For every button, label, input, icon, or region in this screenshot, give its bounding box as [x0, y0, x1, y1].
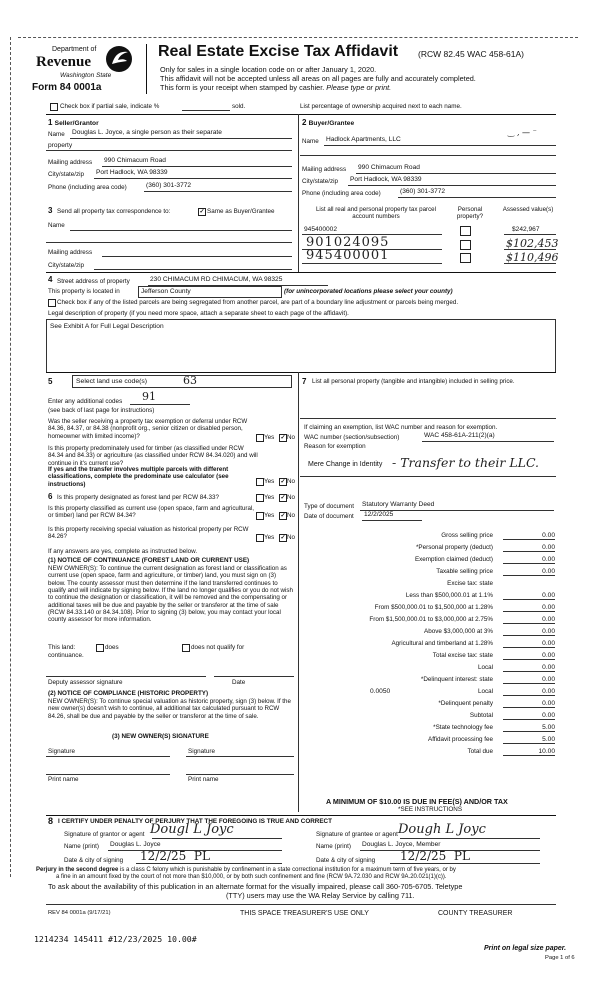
assessed-value-2[interactable]: $102,453 [506, 237, 559, 250]
instruction-3b-text: Please type or print. [326, 83, 392, 92]
tax-row-label: Excise tax: state [447, 580, 493, 587]
tax-row-label: Total excise tax: state [432, 652, 493, 659]
s4-number: 4 [48, 275, 53, 284]
instruction-1: Only for sales in a single location code on or after January 1, 2020. [160, 65, 377, 74]
tax-row [310, 724, 555, 736]
s8-grantee-date[interactable]: 12/2/25 PL [400, 849, 470, 863]
tax-row-label: Local [477, 688, 493, 695]
tax-row-value[interactable]: 0.00 [503, 592, 555, 600]
s6-notice2-title: (2) NOTICE OF COMPLIANCE (HISTORIC PROPERTY) [48, 690, 209, 697]
partial-sale-field[interactable] [182, 110, 230, 111]
tax-row-label: From $1,500,000.01 to $3,000,000 at 2.75% [369, 616, 493, 623]
ownership-note: List percentage of ownership acquired next to each name. [300, 103, 462, 110]
tax-row-value[interactable]: 10.00 [503, 748, 555, 756]
s6-q1-no: No [287, 494, 296, 501]
tax-row-label: *Personal property (deduct) [415, 544, 493, 551]
s2-phone-line [398, 197, 556, 198]
s1-phone-value[interactable]: (360) 301-3772 [146, 182, 192, 189]
grantor-signature[interactable]: Dougl L Joyc [150, 822, 234, 837]
s6-q1-yes: Yes [264, 494, 275, 501]
assessed-value-1[interactable]: $242,967 [512, 226, 540, 233]
s5-q2-no-checkbox[interactable]: ✓ [280, 479, 286, 485]
s5-q1: Was the seller receiving a property tax exemption or deferral under RCW 84.36, 84.37, or 84.38 (nonprofit org., senior citizen or disabled person, homeowner with limited income)? [48, 418, 248, 440]
s2-city-value[interactable]: Port Hadlock, WA 98339 [350, 176, 422, 183]
parcel-number-1[interactable]: 945400002 [304, 226, 338, 233]
s6-q2-no: No [287, 512, 296, 519]
s8-certify: I CERTIFY UNDER PENALTY OF PERJURY THAT THE FOREGOING IS TRUE AND CORRECT [58, 818, 332, 825]
s5-additional-label: Enter any additional codes [48, 398, 123, 405]
s6-q3-no-checkbox[interactable]: ✓ [280, 535, 286, 541]
deputy-signature-line[interactable] [46, 676, 206, 677]
tax-row [310, 652, 555, 664]
dept-line1: Department of [52, 46, 97, 53]
s1-mailing-label: Mailing address [48, 159, 93, 166]
s3-number: 3 [48, 206, 53, 215]
s2-phone-value[interactable]: (360) 301-3772 [400, 188, 446, 195]
s2-name-line [324, 145, 556, 146]
tax-row-value[interactable]: 0.00 [503, 532, 555, 540]
tax-row-value[interactable]: 0.00 [503, 616, 555, 624]
tax-row-label: *State technology fee [433, 724, 493, 731]
s3-name-line2 [46, 242, 292, 243]
land-use-code-value: 63 [183, 374, 197, 387]
tax-row-value[interactable]: 0.00 [503, 604, 555, 612]
s8-grantor-name-label: Name (print) [64, 843, 99, 850]
grantee-date-line [390, 863, 540, 864]
assessed-line-3 [504, 263, 556, 264]
s3-name-line[interactable] [70, 230, 292, 231]
section-5-top-rule [46, 372, 556, 373]
s1-phone-line [144, 191, 292, 192]
s7-doc-type-label: Type of document [304, 503, 355, 510]
s7-doc-date-label: Date of document [304, 513, 354, 520]
tax-row [310, 544, 555, 556]
s6-this-land: This land: [48, 644, 76, 651]
personal-property-checkbox-3[interactable] [460, 253, 471, 263]
s6-print-name-1: Print name [48, 776, 79, 783]
s1-city-value[interactable]: Port Hadlock, WA 98339 [96, 169, 168, 176]
tax-row [310, 532, 555, 544]
s2-mailing-value[interactable]: 990 Chimacum Road [358, 164, 420, 171]
s6-notice1-body: NEW OWNER(S): To continue the current designation as forest land or classification as current use (open space, farm and agriculture, or timber) land, you must sign on (3) below. The county assessor must then determine if the land transferred continues to qualify and will indicate by signing below. If the land no longer qualifies or you do not wish to continue the designation or classification, it will be removed and the compensating or additional taxes will be due and payable by the seller or transferor at the time of sale (RCW 84.33.140 or 84.34.108). Prior to signing (3) below, you may contact your local county assessor for more information. [48, 565, 293, 624]
s6-notice2-body: NEW OWNER(S): To continue special valuation as historic property, sign (3) below. If the new owner(s) doesn't wish to continue, all additional tax calculated pursuant to RCW 84.26, shall be due and payable by the seller or transferor at the time of sale. [48, 698, 291, 720]
s5-q1-yes-checkbox[interactable] [256, 434, 264, 442]
segregation-checkbox[interactable] [48, 299, 56, 307]
legal-paper-note: Print on legal size paper. [484, 945, 567, 952]
s2-scribble-mark: ‿ , — ⁻ [508, 128, 537, 137]
dept-line2: Revenue [36, 54, 91, 70]
tax-row-value[interactable]: 0.00 [503, 544, 555, 552]
s8-grantee-date-label: Date & city of signing [316, 857, 376, 864]
s6-q3-no: No [287, 534, 296, 541]
perjury-line-2: a fine in an amount fixed by the court of not more than $10,000, or by both such confinement and fine (RCW 9A.72.030 and RCW 9A.20.021(1)(c)). [56, 874, 447, 880]
s7-reason-value[interactable]: Mere Change in Identity [308, 461, 383, 468]
instruction-3 [160, 84, 391, 93]
s6-signature-2: Signature [188, 748, 215, 755]
s6-notice3-title: (3) NEW OWNER(S) SIGNATURE [112, 733, 209, 740]
instruction-2: This affidavit will not be accepted unless all areas on all pages are fully and accurately completed. [160, 74, 476, 83]
s1-name-line [70, 138, 292, 139]
owner-print-line-2[interactable] [186, 774, 294, 775]
tax-row-value[interactable]: 0.00 [503, 712, 555, 720]
s7-list-line [300, 418, 556, 419]
tax-row-value[interactable]: 0.00 [503, 640, 555, 648]
tax-row [310, 568, 555, 580]
s2-name-line2 [300, 155, 556, 156]
s6-notice1-title: (1) NOTICE OF CONTINUANCE (FOREST LAND OR CURRENT USE) [48, 557, 250, 564]
legal-description-value: See Exhibit A for Full Legal Description [50, 323, 164, 330]
tax-row [310, 640, 555, 652]
alt-format-line-2: (TTY) users may use the WA Relay Service by calling 711. [226, 891, 415, 900]
header-divider [146, 44, 147, 94]
s3-name-label: Name [48, 222, 65, 229]
tax-row-label: Above $3,000,000 at 3% [424, 628, 493, 635]
tax-row [310, 748, 555, 760]
parcel-number-2[interactable]: 901024095 [306, 235, 390, 250]
s2-city-line [348, 185, 556, 186]
tax-row-value[interactable]: 0.00 [503, 688, 555, 696]
s1-heading: 1 Seller/Grantor [48, 118, 99, 127]
s5-q1-no: No [287, 434, 296, 441]
dashed-left-border [10, 37, 11, 877]
same-as-buyer-checkbox[interactable]: ✓ [199, 209, 205, 215]
s3-text: Send all property tax correspondence to: [57, 208, 171, 215]
column-divider-middle [298, 372, 299, 812]
s6-date: Date [232, 679, 246, 686]
s6-does-checkbox[interactable] [96, 644, 104, 652]
tax-row [310, 580, 555, 592]
s1-mailing-value[interactable]: 990 Chimacum Road [104, 157, 166, 164]
agency-logo [22, 42, 140, 98]
s5-q1-yes: Yes [264, 434, 275, 441]
s2-list-header: List all real and personal property tax parcel account numbers [315, 206, 437, 221]
section-4-top-rule [46, 272, 556, 273]
tax-row [310, 676, 555, 688]
s1-mailing-line [102, 166, 292, 167]
revenue-logo-icon [104, 44, 134, 74]
s5-q2-no: No [287, 478, 296, 485]
form-number: Form 84 0001a [32, 82, 102, 93]
s4-located-label: This property is located in [48, 288, 120, 295]
parcel-line-3 [302, 263, 442, 264]
rev-number: REV 84 0001a (9/17/21) [48, 910, 111, 916]
s6-q2-yes: Yes [264, 512, 275, 519]
s6-q1-yes-checkbox[interactable] [256, 494, 264, 502]
section-top-rule [46, 114, 556, 115]
s4-street-label: Street address of property [57, 278, 130, 285]
owner-print-line-1[interactable] [46, 774, 170, 775]
tax-row [310, 688, 555, 700]
s6-q1: Is this property designated as forest land per RCW 84.33? [57, 494, 220, 501]
tax-row-value[interactable]: 0.00 [503, 676, 555, 684]
land-use-select-label: Select land use code(s) [76, 378, 148, 385]
s7-doc-date-value[interactable]: 12/2/2025 [364, 511, 394, 518]
s5-q2-yes: Yes [264, 478, 275, 485]
s7-list-label: List all personal property (tangible and intangible) included in selling price. [312, 378, 515, 385]
s6-signature-1: Signature [48, 748, 75, 755]
s1-phone-label: Phone (including area code) [48, 184, 127, 191]
footer-rule [46, 904, 556, 905]
s6-q2-no-checkbox[interactable]: ✓ [280, 513, 286, 519]
legal-description-field[interactable] [46, 319, 556, 373]
assessed-line-2 [504, 249, 556, 250]
tax-row-label: Exemption claimed (deduct) [414, 556, 493, 563]
s5-additional-code[interactable]: 91 [142, 390, 156, 403]
grantee-signature[interactable]: Dough L Joyc [398, 822, 486, 837]
tax-row [310, 556, 555, 568]
local-rate: 0.0050 [370, 688, 391, 695]
s8-number: 8 [48, 816, 54, 826]
s2-phone-label: Phone (including area code) [302, 190, 381, 197]
assessed-value-3[interactable]: $110,496 [506, 251, 559, 264]
s2-heading: 2 Buyer/Grantee [302, 118, 355, 127]
form-title-ref: (RCW 82.45 WAC 458-61A) [418, 49, 524, 59]
s2-assessed-header: Assessed value(s) [502, 206, 554, 213]
s7-doc-date-line [362, 520, 422, 521]
s8-grantee-name-label: Name (print) [316, 843, 351, 850]
s7-reason-handwritten[interactable]: - Transfer to their LLC. [392, 455, 540, 470]
assessed-line-1 [504, 234, 556, 235]
s6-q2-yes-checkbox[interactable] [256, 512, 264, 520]
s2-city-label: City/state/zip [302, 178, 339, 185]
dashed-top-border [18, 37, 578, 38]
s1-name-line2 [46, 150, 292, 151]
s6-deputy-sig: Deputy assessor signature [48, 679, 123, 686]
s4-unincorporated-note: (for unincorporated locations please select your county) [284, 288, 453, 295]
tax-row-value[interactable]: 0.00 [503, 628, 555, 636]
s6-q2: Is this property classified as current use (open space, farm and agricultural, or timber) land per RCW 84.34? [48, 505, 255, 520]
s8-grantor-date-label: Date & city of signing [64, 857, 124, 864]
s1-city-line [94, 178, 292, 179]
same-as-buyer-label: Same as Buyer/Grantee [207, 208, 275, 215]
s7-number: 7 [302, 377, 307, 386]
owner-signature-line-1[interactable] [46, 756, 170, 757]
minimum-note: A MINIMUM OF $10.00 IS DUE IN FEE(S) AND/OR TAX [326, 797, 508, 806]
personal-property-checkbox-2[interactable] [460, 240, 471, 250]
s1-name-value2[interactable]: property [48, 142, 73, 149]
s6-print-name-2: Print name [188, 776, 219, 783]
tax-row-value[interactable]: 5.00 [503, 724, 555, 732]
s2-name-label: Name [302, 138, 319, 145]
s6-if-yes: If any answers are yes, complete as instructed below. [48, 548, 198, 555]
s5-q1-no-checkbox[interactable]: ✓ [280, 435, 286, 441]
section-8-top-rule [46, 815, 556, 816]
tax-row-value[interactable]: 0.00 [503, 664, 555, 672]
s6-q1-no-checkbox[interactable]: ✓ [280, 495, 286, 501]
perjury-bold: Perjury in the second degree [36, 867, 119, 873]
s7-wac-label: WAC number (section/subsection) [304, 434, 400, 441]
s1-name-label: Name [48, 131, 65, 138]
tax-row-label: From $500,000.01 to $1,500,000 at 1.28% [374, 604, 493, 611]
s8-grantee-sig-label: Signature of grantee or agent [316, 831, 398, 838]
tax-row-label: *Delinquent interest: state [420, 676, 493, 683]
tax-row [310, 712, 555, 724]
s6-q3-yes-checkbox[interactable] [256, 534, 264, 542]
s2-mailing-label: Mailing address [302, 166, 347, 173]
tax-row [310, 664, 555, 676]
partial-sale-label: Check box if partial sale, indicate % [60, 103, 160, 110]
s8-grantor-name[interactable]: Douglas L. Joyce [110, 841, 161, 848]
deputy-date-line[interactable] [214, 676, 294, 677]
s5-q2a: Is this property predominately used for timber (as classified under RCW 84.34 and 84.33) or agriculture (as classified under RCW 84.34.020) and will continue in it's current use? [48, 445, 258, 467]
grantor-date-line [136, 863, 282, 864]
s1-heading-text: Seller/Grantor [54, 120, 99, 127]
tax-row-label: *Delinquent penalty [438, 700, 493, 707]
s5-q2b: If yes and the transfer involves multiple parcels with different classifications, complete the predominate use calculator (see instructions) [48, 466, 229, 488]
s7-wac-value[interactable]: WAC 458-61A-211(2)(a) [424, 432, 495, 439]
s2-mailing-line [356, 173, 556, 174]
owner-signature-line-2[interactable] [186, 756, 294, 757]
s1-city-label: City/state/zip [48, 171, 85, 178]
tax-row-label: Subtotal [469, 712, 493, 719]
partial-sale-suffix: sold. [232, 103, 246, 110]
s4-legal-label: Legal description of property (if you need more space, attach a separate sheet to each page of the affidavit). [48, 310, 349, 317]
s3-mailing-line[interactable] [102, 256, 292, 257]
tax-row-label: Agricultural and timberland at 1.28% [391, 640, 493, 647]
instruction-3-text: This form is your receipt when stamped by cashier. [160, 83, 325, 92]
partial-sale-checkbox[interactable] [50, 103, 58, 111]
s6-does-not: does not qualify for [191, 644, 245, 651]
s8-grantee-name[interactable]: Douglas L. Joyce, Member [362, 841, 441, 848]
s7-exemption-label: If claiming an exemption, list WAC number and reason for exemption. [304, 424, 498, 431]
tax-row-value[interactable]: 0.00 [503, 556, 555, 564]
s7-doc-type-value[interactable]: Statutory Warranty Deed [362, 501, 435, 508]
treasurer-use: THIS SPACE TREASURER'S USE ONLY [240, 910, 369, 917]
form-title: Real Estate Excise Tax Affidavit [158, 43, 399, 60]
s6-q3: Is this property receiving special valuation as historical property per RCW 84.26? [48, 526, 249, 541]
grantee-signature-line [400, 838, 540, 839]
s7-reason-line [300, 476, 556, 477]
s5-q2-yes-checkbox[interactable] [256, 478, 264, 486]
tax-row [310, 616, 555, 628]
tax-row-value[interactable]: 0.00 [503, 568, 555, 576]
s2-heading-text: Buyer/Grantee [308, 120, 355, 127]
tax-row [310, 700, 555, 712]
tax-row-label: Taxable selling price [436, 568, 493, 575]
page-number: Page 1 of 6 [545, 955, 575, 961]
county-select[interactable]: Jefferson County [138, 286, 282, 298]
tax-row-label: Affidavit processing fee [428, 736, 493, 743]
s3-mailing-label: Mailing address [48, 249, 93, 256]
tax-row [310, 736, 555, 748]
tax-row [310, 592, 555, 604]
tax-row [310, 628, 555, 640]
s5-number: 5 [48, 377, 53, 386]
s7-reason-label: Reason for exemption [304, 443, 366, 450]
s2-personal-header: Personal property? [456, 206, 484, 221]
s5-additional-line [130, 404, 190, 405]
alt-format-line-1: To ask about the availability of this publication in an alternate format for the visually impaired, please call 360-705-6705. Teletype [48, 882, 463, 891]
grantor-signature-line [152, 838, 282, 839]
s8-grantor-date[interactable]: 12/2/25 PL [140, 849, 210, 863]
s8-grantor-sig-label: Signature of grantor or agent [64, 831, 145, 838]
s3-city-label: City/state/zip [48, 262, 85, 269]
s4-segregation-text: Check box if any of the listed parcels are being segregated from another parcel, are part of a boundary line adjustment or parcels being merged. [57, 299, 459, 306]
tax-row-label: Local [477, 664, 493, 671]
s3-city-line[interactable] [94, 269, 292, 270]
s6-number: 6 [48, 492, 53, 501]
tax-row-label: Gross selling price [441, 532, 493, 539]
parcel-number-3[interactable]: 945400001 [306, 248, 390, 263]
tax-row-value[interactable]: 5.00 [503, 736, 555, 744]
s1-name-value[interactable]: Douglas L. Joyce, a single person as their separate [72, 129, 222, 136]
land-use-select[interactable] [72, 375, 292, 388]
county-treasurer: COUNTY TREASURER [438, 910, 513, 917]
receipt-stamp: 1214234 145411 #12/23/2025 10.00# [34, 934, 197, 944]
tax-row-value[interactable]: 0.00 [503, 652, 555, 660]
tax-row-label: Total due [467, 748, 493, 755]
personal-property-checkbox-1[interactable] [460, 226, 471, 236]
s6-does-not-checkbox[interactable] [182, 644, 190, 652]
tax-row [310, 604, 555, 616]
s6-continuance: continuance. [48, 652, 84, 659]
s5-see-back: (see back of last page for instructions) [48, 407, 155, 414]
s2-name-value[interactable]: Hadlock Apartments, LLC [326, 136, 401, 143]
s7-wac-line [422, 441, 554, 442]
s4-street-value[interactable]: 230 CHIMACUM RD CHIMACUM, WA 98325 [150, 276, 283, 283]
dept-line3: Washington State [60, 72, 112, 79]
s6-does: does [105, 644, 119, 651]
s6-q3-yes: Yes [264, 534, 275, 541]
column-divider-top [298, 114, 299, 272]
tax-row-label: Less than $500,000.01 at 1.1% [405, 592, 493, 599]
see-instructions: *SEE INSTRUCTIONS [398, 806, 463, 813]
tax-row-value[interactable]: 0.00 [503, 700, 555, 708]
perjury-rest: is a class C felony which is punishable by confinement in a state correctional institution for a maximum term of five years, or by [120, 867, 456, 873]
